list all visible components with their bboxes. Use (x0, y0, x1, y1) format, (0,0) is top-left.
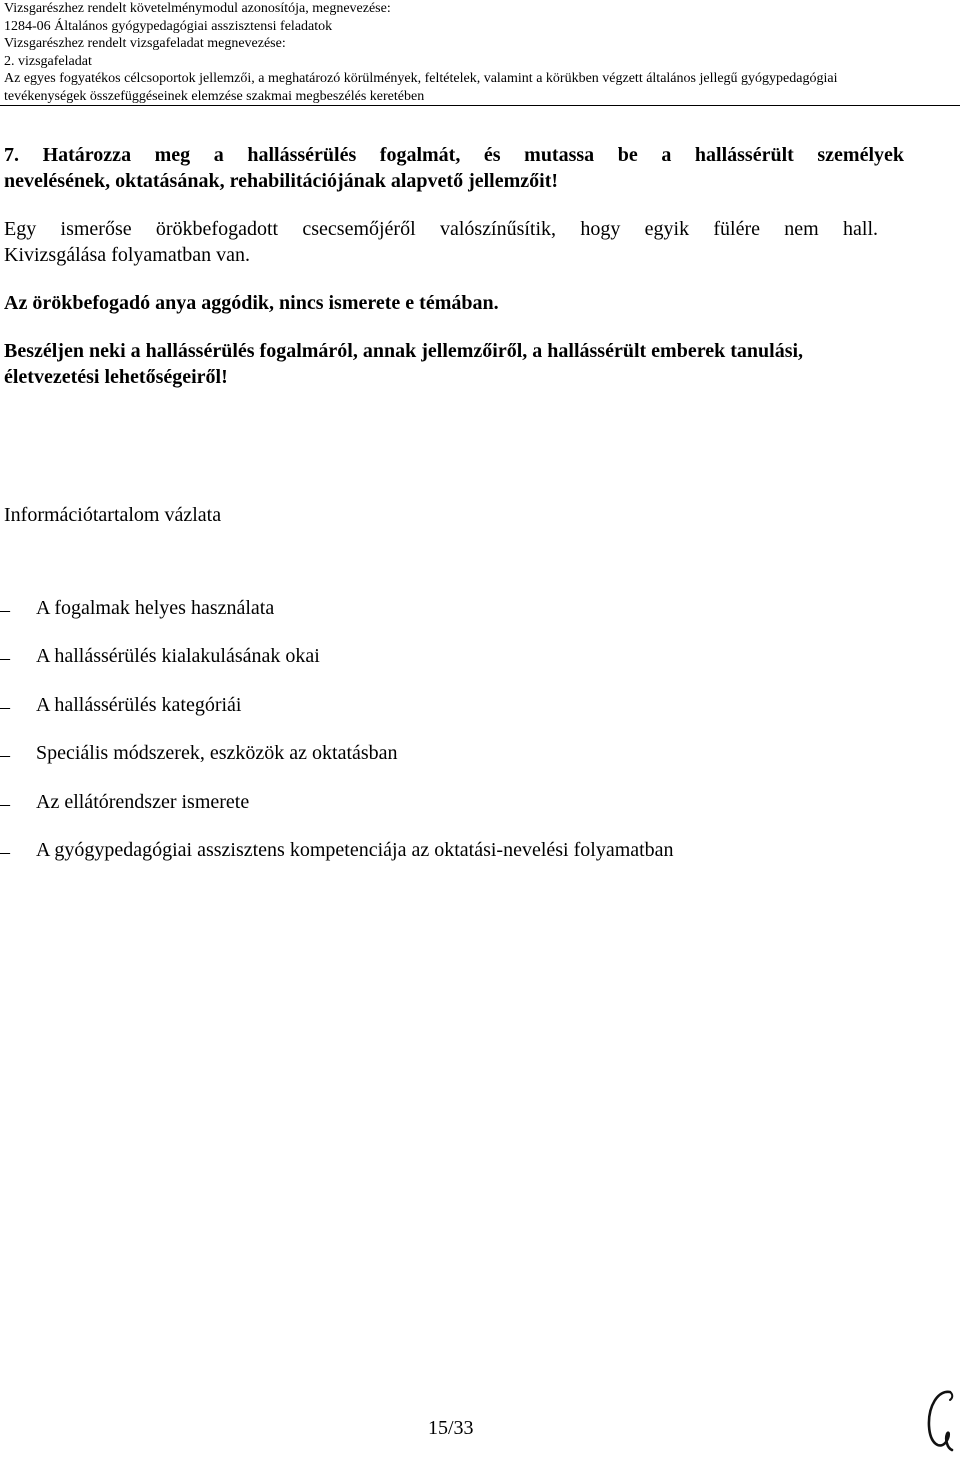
list-item (0, 643, 900, 691)
instruction-paragraph-line-1: Beszéljen neki a hallássérülés fogalmáról, annak jellemzőiről, a hallássérült emberek tanulási, (4, 340, 804, 362)
outline-title: Információtartalom vázlata (4, 504, 222, 526)
header-line-module-label: Vizsgarészhez rendelt követelménymodul azonosítója, megnevezése: (4, 1, 391, 16)
list-item (0, 789, 900, 837)
header-line-task-name: 2. vizsgafeladat (4, 53, 92, 69)
header-line-description: Az egyes fogyatékos célcsoportok jellemzői, a meghatározó körülmények, feltételek, valamint a körükben végzett általános jellegű gyógypedagógiai (4, 71, 838, 87)
outline-list (0, 595, 900, 885)
dash-bullet-icon: – (0, 744, 10, 767)
header-divider (0, 105, 960, 106)
list-item-text: A fogalmak helyes használata (36, 597, 275, 619)
scenario-paragraph (4, 216, 878, 268)
list-item (0, 740, 900, 788)
list-item-text: A gyógypedagógiai asszisztens kompetenciája az oktatási-nevelési folyamatban (36, 838, 674, 861)
list-item (0, 692, 900, 740)
document-header (4, 0, 954, 106)
scenario-paragraph-line-1: Egy ismerőse örökbefogadott csecsemőjéről valószínűsítik, hogy egyik fülére nem hall. (4, 218, 878, 240)
handwritten-initial-icon (920, 1386, 958, 1456)
instruction-paragraph-line-2: életvezetési lehetőségeiről! (4, 366, 228, 388)
dash-bullet-icon: – (0, 647, 10, 670)
header-line-module-name: 1284-06 Általános gyógypedagógiai asszisztensi feladatok (4, 18, 333, 34)
dash-bullet-icon: – (0, 599, 10, 621)
page-number: 15/33 (428, 1417, 474, 1439)
dash-bullet-icon: – (0, 840, 10, 863)
list-item-text: A hallássérülés kategóriái (36, 693, 242, 716)
list-item-text: Speciális módszerek, eszközök az oktatásban (36, 742, 398, 765)
mother-concern-text: Az örökbefogadó anya aggódik, nincs ismerete e témában. (4, 292, 499, 314)
list-item (0, 837, 900, 885)
task-heading-line-2: nevelésének, oktatásának, rehabilitációjának alapvető jellemzőit! (4, 170, 559, 192)
dash-bullet-icon: – (0, 792, 10, 815)
scenario-paragraph-line-2: Kivizsgálása folyamatban van. (4, 244, 251, 266)
header-line-task-label: Vizsgarészhez rendelt vizsgafeladat megnevezése: (4, 36, 286, 52)
header-line-description-continued: tevékenységek összefüggéseinek elemzése szakmai megbeszélés keretében (4, 88, 425, 104)
list-item-text: A hallássérülés kialakulásának okai (36, 645, 320, 668)
task-heading (4, 142, 904, 194)
dash-bullet-icon: – (0, 695, 10, 718)
instruction-paragraph (4, 338, 954, 390)
task-heading-line-1: 7. Határozza meg a hallássérülés fogalmát, és mutassa be a hallássérült személyek (4, 144, 904, 166)
list-item (0, 595, 900, 643)
list-item-text: Az ellátórendszer ismerete (36, 790, 250, 813)
